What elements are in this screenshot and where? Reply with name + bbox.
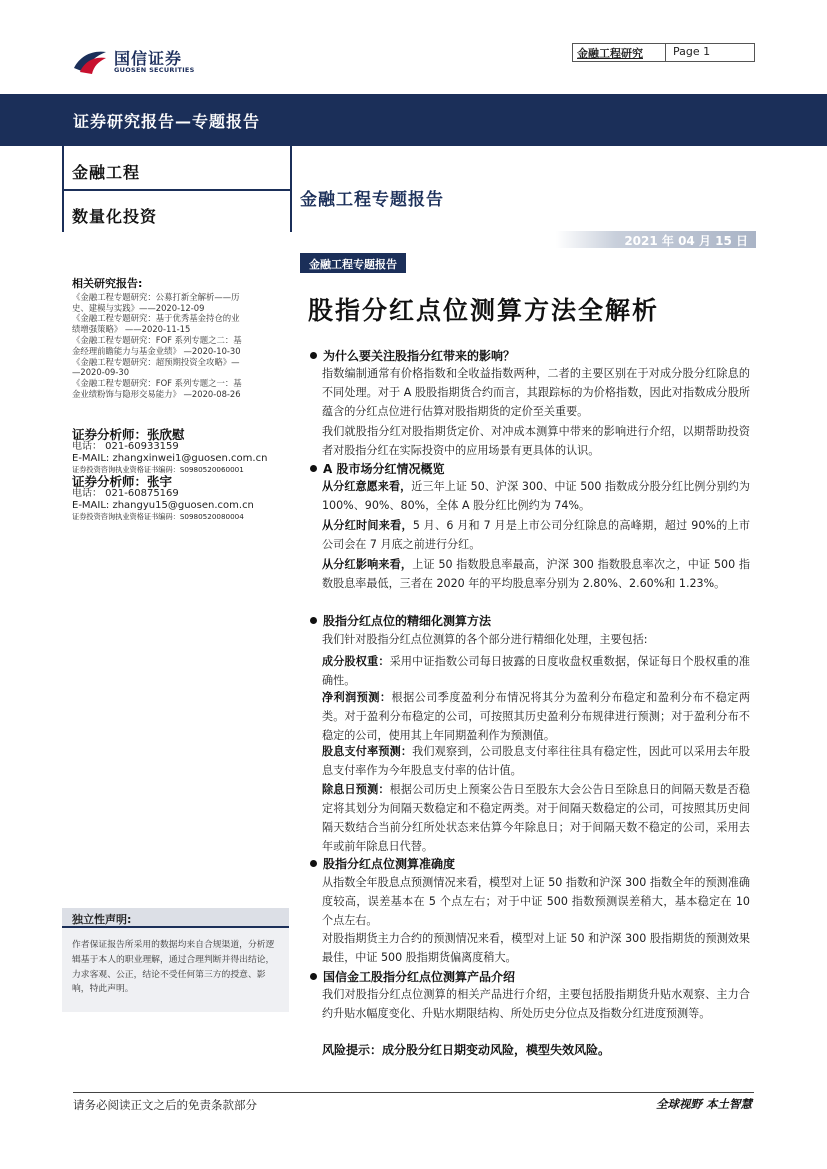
related-report-line: 《金融工程专题研究：超预期投资全攻略》— [72, 356, 240, 367]
category-box [62, 146, 292, 232]
paragraph-text: 近三年上证 50、沪深 300、中证 500 指数成分股分红比例分别约为 100%、90%、80%，全体 A 股分红比例约为 74%。 [322, 480, 750, 512]
section-title: 为什么要关注股指分红带来的影响？ [323, 349, 516, 363]
related-report-line: 《金融工程专题研究：基于优秀基金持仓的业 [72, 313, 240, 324]
research-type-label: 金融工程研究 [577, 47, 643, 60]
paragraph-text: 我们就股指分红对股指期货定价、对冲成本测算中带来的影响进行介绍，以期帮助投资者对股指分红在实际投资中的应用场景有更具体的认识。 [322, 425, 750, 457]
body-paragraph [322, 929, 750, 967]
body-paragraph [322, 780, 750, 856]
related-report-line: 《金融工程专题研究：FOF 系列专题之一：基 [72, 378, 242, 389]
bullet-icon [310, 617, 317, 624]
section-heading [310, 612, 491, 629]
section-title: 国信金工股指分红点位测算产品介绍 [323, 970, 516, 984]
section-heading [310, 968, 515, 985]
report-type-title: 金融工程专题报告 [300, 190, 444, 210]
paragraph-label: 股息支付率预测： [322, 745, 413, 758]
logo-text-cn: 国信证券 [114, 49, 183, 68]
category-quant-investing: 数量化投资 [72, 207, 158, 226]
analyst-card [72, 476, 287, 523]
body-paragraph [322, 477, 750, 515]
section-title: A 股市场分红情况概览 [323, 462, 445, 476]
footer-divider [73, 1092, 754, 1093]
declaration-header [62, 908, 289, 928]
related-report-line: 《金融工程专题研究：公募打新全解析——历 [72, 291, 240, 302]
related-reports [72, 279, 282, 400]
bullet-icon [310, 860, 317, 867]
paragraph-text: 5 月、6 月和 7 月是上市公司分红除息的高峰期，超过 90%的上市公司会在 7 月底之前进行分红。 [322, 519, 750, 551]
body-paragraph [322, 652, 750, 690]
analyst-phone: 电话： 021-60875169 [72, 487, 179, 499]
section-heading [310, 460, 444, 477]
analyst-card [72, 429, 287, 476]
analyst-name: 证券分析师：张宇 [72, 474, 173, 489]
paragraph-label: 从分红意愿来看， [322, 480, 412, 493]
analyst-email: E-MAIL: zhangyu15@guosen.com.cn [72, 499, 254, 511]
related-report-line: 绩增强策略》 ——2020-11-15 [72, 324, 191, 335]
paragraph-text: 我们针对股指分红点位测算的各个部分进行精细化处理，主要包括: [322, 633, 648, 646]
body-paragraph [322, 873, 750, 930]
logo-mark-icon [72, 46, 108, 76]
related-report-line: 《金融工程专题研究：FOF 系列专题之二：基 [72, 334, 242, 345]
section-heading [310, 347, 515, 364]
paragraph-text: 我们对股指分红点位测算的相关产品进行介绍，主要包括股指期货升贴水观察、主力合约升贴水幅度变化、升贴水期限结构、所处历史分位点及指数分红进度预测等。 [322, 988, 750, 1020]
tag-divider [665, 44, 666, 61]
declaration-text: 作者保证报告所采用的数据均来自合规渠道，分析逻辑基于本人的职业理解，通过合理判断并得出结论，力求客观、公正，结论不受任何第三方的授意、影响，特此声明。 [72, 940, 275, 995]
declaration-title: 独立性声明: [72, 913, 132, 926]
date-bar [556, 231, 756, 248]
category-finance-engineering: 金融工程 [72, 163, 141, 182]
banner-title: 证券研究报告—专题报告 [73, 112, 261, 131]
bullet-icon [310, 973, 317, 980]
related-report-line: 史、建模与实践》——2020-12-09 [72, 302, 205, 313]
body-paragraph [322, 985, 750, 1023]
paragraph-label: 成分股权重： [322, 655, 390, 668]
footer-disclaimer: 请务必阅读正文之后的免责条款部分 [73, 1098, 257, 1112]
analyst-license: 证券投资咨询执业资格证书编码：S0980520080004 [72, 512, 244, 522]
paragraph-text: 根据公司历史上预案公告日至股东大会公告日至除息日的间隔天数是否稳定将其划分为间隔天数稳定和不稳定两类。对于间隔天数稳定的公司，可按照其历史间隔天数结合当前分红所处状态来估算今年除息日；对于间隔天数不稳定的公司，采用去年或前年除息日代替。 [322, 783, 750, 853]
related-report-line: 金业绩粉饰与隐形交易能力》 —2020-08-26 [72, 388, 241, 399]
paragraph-text: 对股指期货主力合约的预测情况来看，模型对上证 50 和沪深 300 股指期货的预测效果最佳，中证 500 股指期货偏离度稍大。 [322, 932, 750, 964]
page-tag [572, 43, 755, 62]
body-paragraph [322, 688, 750, 745]
report-tag: 金融工程专题报告 [300, 253, 406, 273]
paragraph-label: 除息日预测： [322, 783, 390, 796]
analyst-phone: 电话： 021-60933159 [72, 440, 179, 452]
body-paragraph [322, 516, 750, 554]
body-paragraph [322, 742, 750, 780]
paragraph-text: 根据公司季度盈利分布情况将其分为盈利分布稳定和盈利分布不稳定两类。对于盈利分布稳定的公司，可按照其历史盈利分布规律进行预测；对于盈利分布不稳定的公司，使用其上年同期盈利作为预测值。 [322, 691, 750, 742]
body-paragraph [322, 422, 750, 460]
analyst-email: E-MAIL: zhangxinwei1@guosen.com.cn [72, 452, 268, 464]
paragraph-text: 我们观察到，公司股息支付率往往具有稳定性，因此可以采用去年股息支付率作为今年股息支付率的估计值。 [322, 745, 750, 777]
related-report-line: 金经理前瞻能力与基金业绩》 —2020-10-30 [72, 345, 241, 356]
category-rule-mid [62, 189, 292, 191]
paragraph-label: 从分红时间来看， [322, 519, 413, 532]
footer-slogan: 全球视野 本土智慧 [656, 1097, 753, 1111]
related-reports-title: 相关研究报告: [72, 277, 143, 290]
body-paragraph [322, 555, 750, 593]
section-title: 股指分红点位测算准确度 [323, 857, 456, 871]
risk-warning: 风险提示：成分股分红日期变动风险，模型失效风险。 [322, 1043, 611, 1057]
body-paragraph [322, 630, 750, 649]
paragraph-label: 净利润预测： [322, 691, 392, 704]
section-heading [310, 855, 455, 872]
page-number: Page 1 [673, 45, 711, 58]
main-title: 股指分红点位测算方法全解析 [308, 296, 660, 325]
bullet-icon [310, 465, 317, 472]
body-paragraph [322, 364, 750, 421]
company-logo [72, 44, 222, 80]
paragraph-text: 指数编制通常有价格指数和全收益指数两种，二者的主要区别在于对成分股分红除息的不同处理。对于 A 股股指期货合约而言，其跟踪标的为价格指数，因此对指数成分股所蕴含的分红点位进行估算对股指期货的定价至关重要。 [322, 367, 750, 418]
logo-text-en: GUOSEN SECURITIES [114, 66, 195, 74]
report-date: 2021 年 04 月 15 日 [624, 234, 748, 248]
declaration-box [62, 928, 289, 1012]
paragraph-label: 从分红影响来看， [322, 558, 413, 571]
report-banner [0, 94, 827, 146]
paragraph-text: 从指数全年股息点预测情况来看，模型对上证 50 指数和沪深 300 指数全年的预测准确度较高，误差基本在 5 个点左右；对于中证 500 指数预测误差稍大，基本稳定在 10 个点左右。 [322, 876, 750, 927]
section-title: 股指分红点位的精细化测算方法 [323, 614, 492, 628]
paragraph-text: 上证 50 指数股息率最高，沪深 300 指数股息率次之，中证 500 指数股息率最低，三者在 2020 年的平均股息率分别为 2.80%、2.60%和 1.23%。 [322, 558, 750, 590]
analyst-license: 证券投资咨询执业资格证书编码：S0980520060001 [72, 465, 244, 475]
related-report-line: —2020-09-30 [72, 367, 130, 378]
paragraph-text: 采用中证指数公司每日披露的日度收盘权重数据，保证每日个股权重的准确性。 [322, 655, 750, 687]
analyst-name: 证券分析师：张欣慰 [72, 427, 185, 442]
bullet-icon [310, 352, 317, 359]
